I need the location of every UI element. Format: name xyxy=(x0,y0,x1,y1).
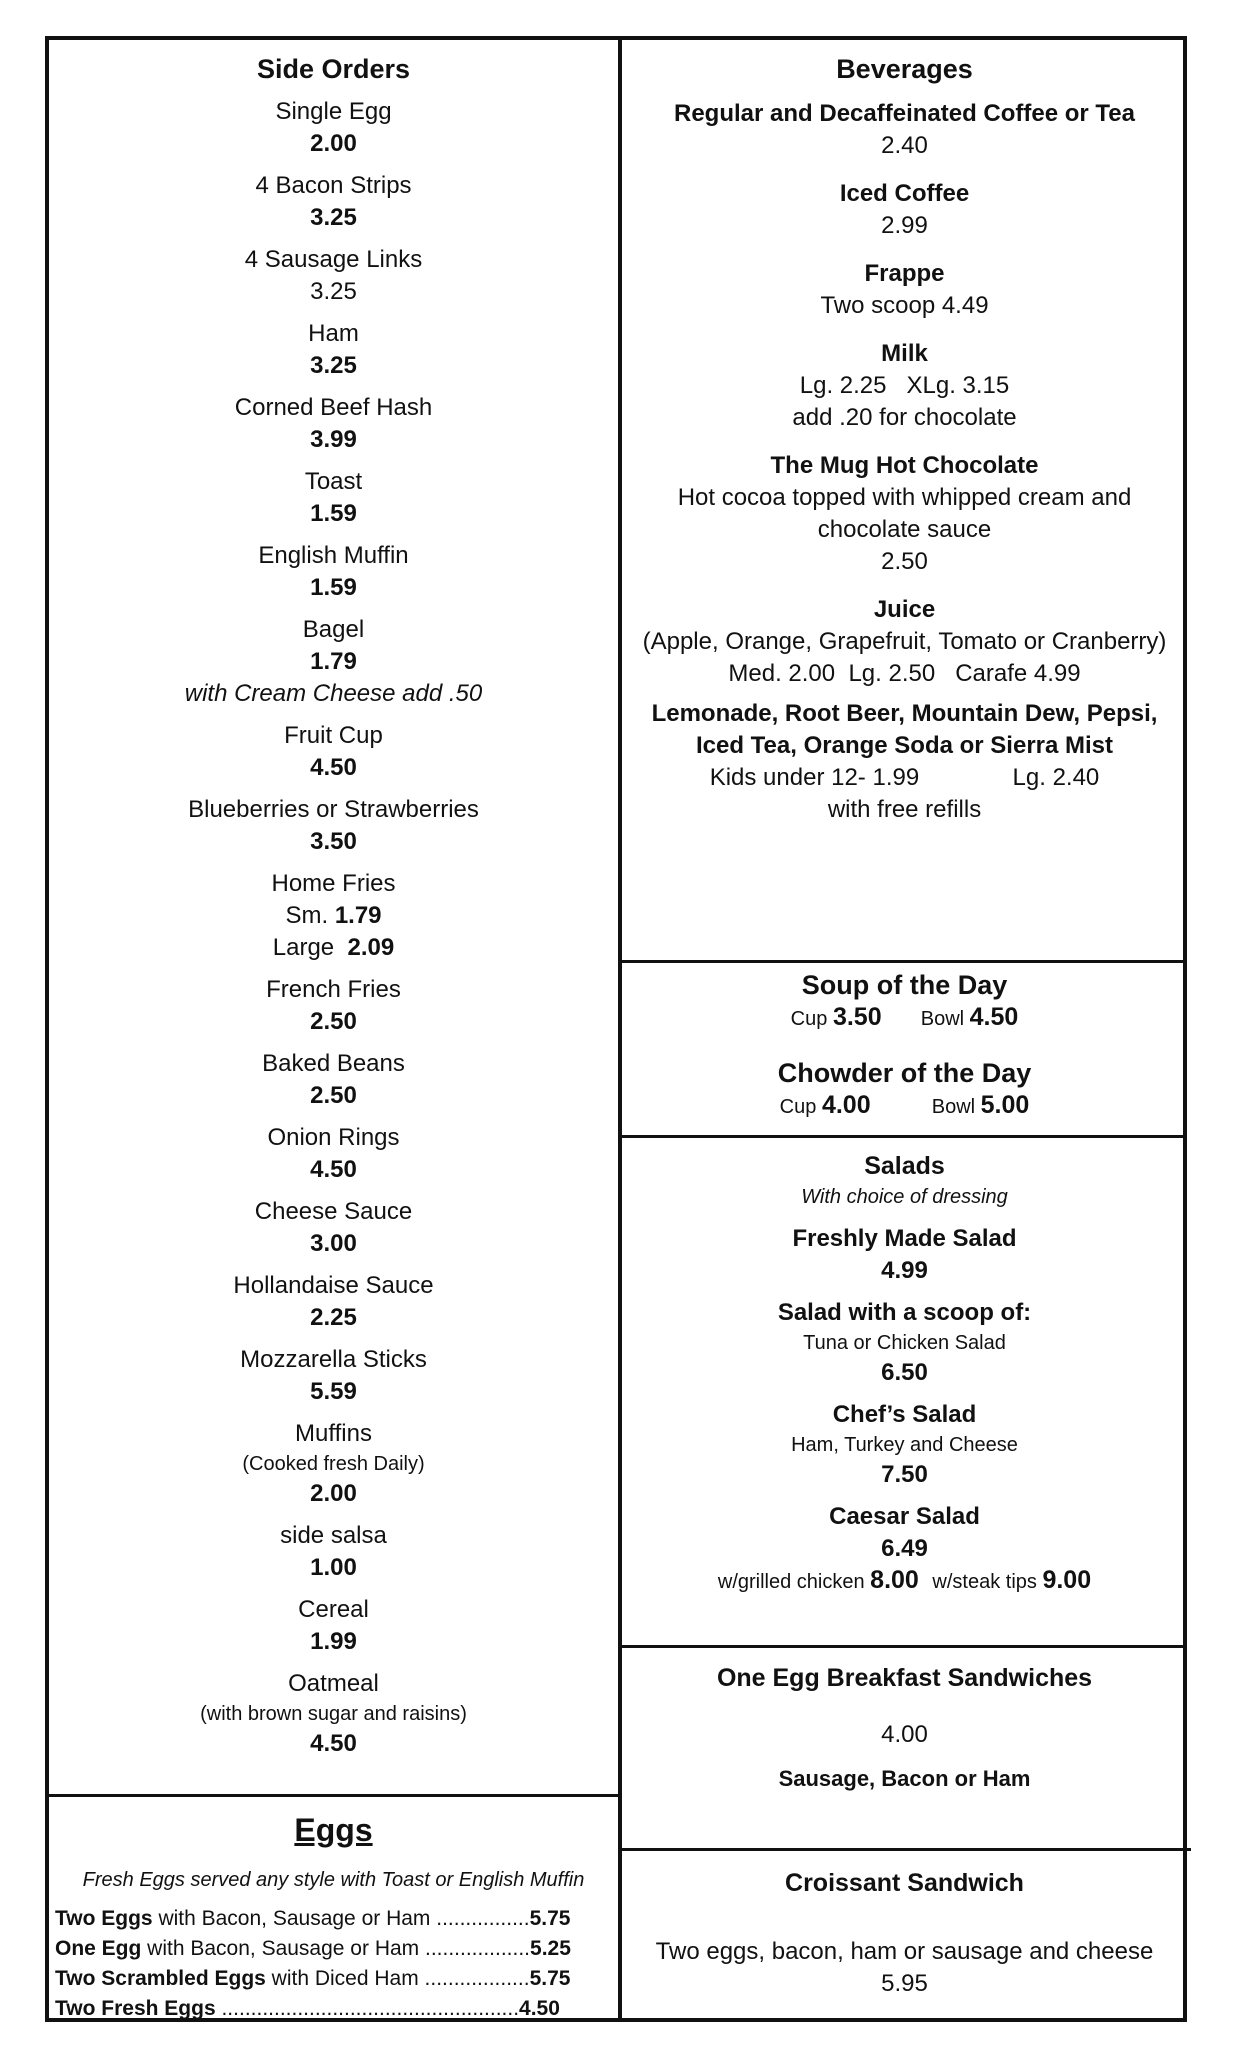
croissant-price: 5.95 xyxy=(881,1970,928,1997)
salad-addons xyxy=(622,1565,1187,1597)
eggs-title: Eggs xyxy=(294,1812,373,1848)
side-item xyxy=(49,1418,618,1510)
item-name: Bagel xyxy=(302,616,365,643)
soup-section xyxy=(622,960,1187,1122)
item-name: Single Egg xyxy=(275,98,392,125)
side-item xyxy=(49,1196,618,1260)
item-price-large xyxy=(49,932,618,964)
beverages-section xyxy=(622,40,1187,842)
bowl-price: 4.50 xyxy=(969,1003,1019,1031)
bev-desc: Two scoop 4.49 xyxy=(820,292,989,319)
egg-row-desc: ................................................... xyxy=(215,1997,520,2020)
item-price: 3.25 xyxy=(310,204,357,231)
item-price: 1.59 xyxy=(310,500,357,527)
bev-note: with free refills xyxy=(827,796,982,823)
egg-row-desc: with Bacon, Sausage or Ham .................. xyxy=(141,1937,531,1960)
bev-price: 2.99 xyxy=(881,212,928,239)
item-price: 3.25 xyxy=(310,278,357,305)
bev-large-price: Lg. 2.40 xyxy=(1012,764,1100,791)
side-item xyxy=(49,974,618,1038)
item-name: Ham xyxy=(308,320,359,347)
size-price: 1.79 xyxy=(334,902,382,929)
addon-label: w/steak tips xyxy=(932,1571,1037,1593)
egg-row xyxy=(49,1904,618,1934)
item-price: 3.99 xyxy=(310,426,357,453)
item-name: side salsa xyxy=(280,1522,387,1549)
egg-row-name: Two Scrambled Eggs xyxy=(55,1967,266,1990)
item-price: 4.50 xyxy=(310,1156,357,1183)
bev-item-hot-chocolate xyxy=(622,450,1187,578)
bev-price: 2.40 xyxy=(881,132,928,159)
item-price: 3.00 xyxy=(310,1230,357,1257)
side-item xyxy=(49,170,618,234)
side-item xyxy=(49,1668,618,1760)
bev-sizes: Lg. 2.25 XLg. 3.15 xyxy=(799,372,1010,399)
bev-desc: Hot cocoa topped with whipped cream and xyxy=(677,484,1132,511)
croissant-section xyxy=(622,1848,1187,2000)
bev-item-coffee xyxy=(622,98,1187,162)
side-item xyxy=(49,1594,618,1658)
item-name: 4 Sausage Links xyxy=(244,246,423,273)
item-price: 1.99 xyxy=(310,1628,357,1655)
item-name: Onion Rings xyxy=(267,1124,400,1151)
egg-row-price: 5.25 xyxy=(530,1937,571,1960)
salad-item-chef xyxy=(622,1399,1187,1491)
item-price: 2.50 xyxy=(310,1008,357,1035)
item-price: 2.00 xyxy=(310,130,357,157)
side-item xyxy=(49,614,618,710)
size-label: Sm. xyxy=(285,902,329,929)
item-name: Mozzarella Sticks xyxy=(240,1346,427,1373)
egg-row xyxy=(49,1994,618,2024)
eggs-intro: Fresh Eggs served any style with Toast or English Muffin xyxy=(82,1869,585,1891)
chowder-title: Chowder of the Day xyxy=(777,1058,1032,1088)
item-name: Toast xyxy=(304,468,363,495)
bev-name: Milk xyxy=(881,340,928,367)
item-sub: (with brown sugar and raisins) xyxy=(200,1703,467,1725)
item-name: Corned Beef Hash xyxy=(234,394,433,421)
side-item xyxy=(49,244,618,308)
sandwich-price: 4.00 xyxy=(881,1721,928,1748)
egg-row xyxy=(49,1934,618,1964)
egg-row-desc: with Diced Ham .................. xyxy=(265,1967,530,1990)
egg-row xyxy=(49,1964,618,1994)
item-name: English Muffin xyxy=(258,542,409,569)
size-label: Large xyxy=(272,934,335,961)
side-item xyxy=(49,1270,618,1334)
item-price: 2.25 xyxy=(310,1304,357,1331)
soup-title: Soup of the Day xyxy=(801,970,1008,1000)
side-item xyxy=(49,794,618,858)
sandwich-title: One Egg Breakfast Sandwiches xyxy=(716,1664,1093,1692)
item-price: 1.79 xyxy=(310,648,357,675)
bowl-label: Bowl xyxy=(920,1008,965,1030)
bev-price: 2.50 xyxy=(881,548,928,575)
bowl-price: 5.00 xyxy=(980,1091,1030,1119)
bev-name: Iced Coffee xyxy=(839,180,970,207)
salad-item-scoop xyxy=(622,1297,1187,1389)
item-price: 4.50 xyxy=(310,754,357,781)
side-item xyxy=(49,96,618,160)
salad-price: 6.49 xyxy=(881,1535,928,1562)
cup-price: 3.50 xyxy=(832,1003,882,1031)
cup-label: Cup xyxy=(779,1096,817,1118)
item-price: 3.25 xyxy=(310,352,357,379)
cup-label: Cup xyxy=(790,1008,828,1030)
side-orders-section xyxy=(49,40,618,1770)
bev-item-frappe xyxy=(622,258,1187,322)
item-price: 1.00 xyxy=(310,1554,357,1581)
item-name: Muffins xyxy=(295,1420,372,1447)
bev-name: Juice xyxy=(873,596,936,623)
salad-price: 4.99 xyxy=(881,1257,928,1284)
side-item xyxy=(49,1344,618,1408)
salad-price: 7.50 xyxy=(881,1461,928,1488)
side-item xyxy=(49,720,618,784)
addon-label: w/grilled chicken xyxy=(717,1571,865,1593)
bev-kinds: (Apple, Orange, Grapefruit, Tomato or Cranberry) xyxy=(642,628,1167,655)
bev-item-iced-coffee xyxy=(622,178,1187,242)
item-price: 2.00 xyxy=(310,1480,357,1507)
bev-sizes xyxy=(622,762,1187,794)
sandwich-choices: Sausage, Bacon or Ham xyxy=(778,1766,1031,1791)
egg-row-desc: with Bacon, Sausage or Ham ................ xyxy=(152,1907,530,1930)
item-name: 4 Bacon Strips xyxy=(255,172,412,199)
egg-row-price: 4.50 xyxy=(519,1997,560,2020)
chowder-prices xyxy=(622,1090,1187,1122)
croissant-desc: Two eggs, bacon, ham or sausage and cheese xyxy=(655,1938,1154,1965)
egg-row-name: Two Fresh Eggs xyxy=(55,1997,216,2020)
item-price: 3.50 xyxy=(310,828,357,855)
side-orders-title: Side Orders xyxy=(256,54,411,84)
item-name: French Fries xyxy=(266,976,401,1003)
bowl-label: Bowl xyxy=(931,1096,976,1118)
item-name: Blueberries or Strawberries xyxy=(188,796,479,823)
item-price-small xyxy=(49,900,618,932)
salad-name: Chef’s Salad xyxy=(832,1401,977,1428)
cup-price: 4.00 xyxy=(821,1091,871,1119)
side-item xyxy=(49,868,618,964)
egg-row-price: 5.75 xyxy=(529,1907,571,1930)
soup-prices xyxy=(622,1002,1187,1034)
eggs-divider xyxy=(49,1794,618,1797)
bev-kids-price: Kids under 12- 1.99 xyxy=(709,764,920,791)
bev-note: add .20 for chocolate xyxy=(792,404,1017,431)
bev-name: Lemonade, Root Beer, Mountain Dew, Pepsi, xyxy=(651,700,1158,727)
item-price: 2.50 xyxy=(310,1082,357,1109)
item-price: 4.50 xyxy=(310,1730,357,1757)
side-item xyxy=(49,540,618,604)
side-item xyxy=(49,466,618,530)
egg-row-price: 5.75 xyxy=(529,1967,571,1990)
item-sub: (Cooked fresh Daily) xyxy=(242,1453,425,1475)
item-name: Baked Beans xyxy=(262,1050,405,1077)
item-price: 5.59 xyxy=(310,1378,357,1405)
side-item xyxy=(49,318,618,382)
beverages-title: Beverages xyxy=(836,54,973,84)
bev-name: Iced Tea, Orange Soda or Sierra Mist xyxy=(695,732,1114,759)
salads-title: Salads xyxy=(864,1152,945,1180)
item-name: Hollandaise Sauce xyxy=(233,1272,434,1299)
egg-row-name: One Egg xyxy=(55,1937,142,1960)
menu-page xyxy=(45,36,1187,2022)
salad-item-fresh xyxy=(622,1223,1187,1287)
eggs-section xyxy=(49,1800,618,2024)
bev-desc: chocolate sauce xyxy=(817,516,992,543)
item-price: 1.59 xyxy=(310,574,357,601)
side-item xyxy=(49,1520,618,1584)
bev-name: Frappe xyxy=(864,260,945,287)
egg-row-name: Two Eggs xyxy=(55,1907,153,1930)
bev-item-sodas xyxy=(622,698,1187,826)
bev-item-juice xyxy=(622,594,1187,690)
salad-name: Caesar Salad xyxy=(829,1503,980,1530)
salads-section xyxy=(622,1135,1187,1597)
salad-item-caesar xyxy=(622,1501,1187,1597)
egg-sandwich-section xyxy=(622,1645,1187,1795)
item-name: Home Fries xyxy=(271,870,396,897)
salad-price: 6.50 xyxy=(881,1359,928,1386)
salad-desc: Ham, Turkey and Cheese xyxy=(791,1434,1018,1456)
item-name: Oatmeal xyxy=(288,1670,379,1697)
salad-desc: Tuna or Chicken Salad xyxy=(803,1332,1006,1354)
bev-name: Regular and Decaffeinated Coffee or Tea xyxy=(674,100,1135,127)
bev-sizes: Med. 2.00 Lg. 2.50 Carafe 4.99 xyxy=(728,660,1081,687)
side-item xyxy=(49,1122,618,1186)
addon-price: 9.00 xyxy=(1042,1566,1092,1594)
side-item xyxy=(49,392,618,456)
salad-name: Salad with a scoop of: xyxy=(777,1299,1032,1326)
bev-name: The Mug Hot Chocolate xyxy=(770,452,1039,479)
size-price: 2.09 xyxy=(347,934,395,961)
item-note: with Cream Cheese add .50 xyxy=(184,680,483,707)
side-item xyxy=(49,1048,618,1112)
croissant-title: Croissant Sandwich xyxy=(785,1869,1024,1897)
item-name: Cheese Sauce xyxy=(254,1198,413,1225)
salad-name: Freshly Made Salad xyxy=(792,1225,1017,1252)
item-name: Cereal xyxy=(298,1596,369,1623)
salads-subtitle: With choice of dressing xyxy=(801,1186,1008,1208)
bev-item-milk xyxy=(622,338,1187,434)
addon-price: 8.00 xyxy=(870,1566,919,1594)
item-name: Fruit Cup xyxy=(284,722,383,749)
